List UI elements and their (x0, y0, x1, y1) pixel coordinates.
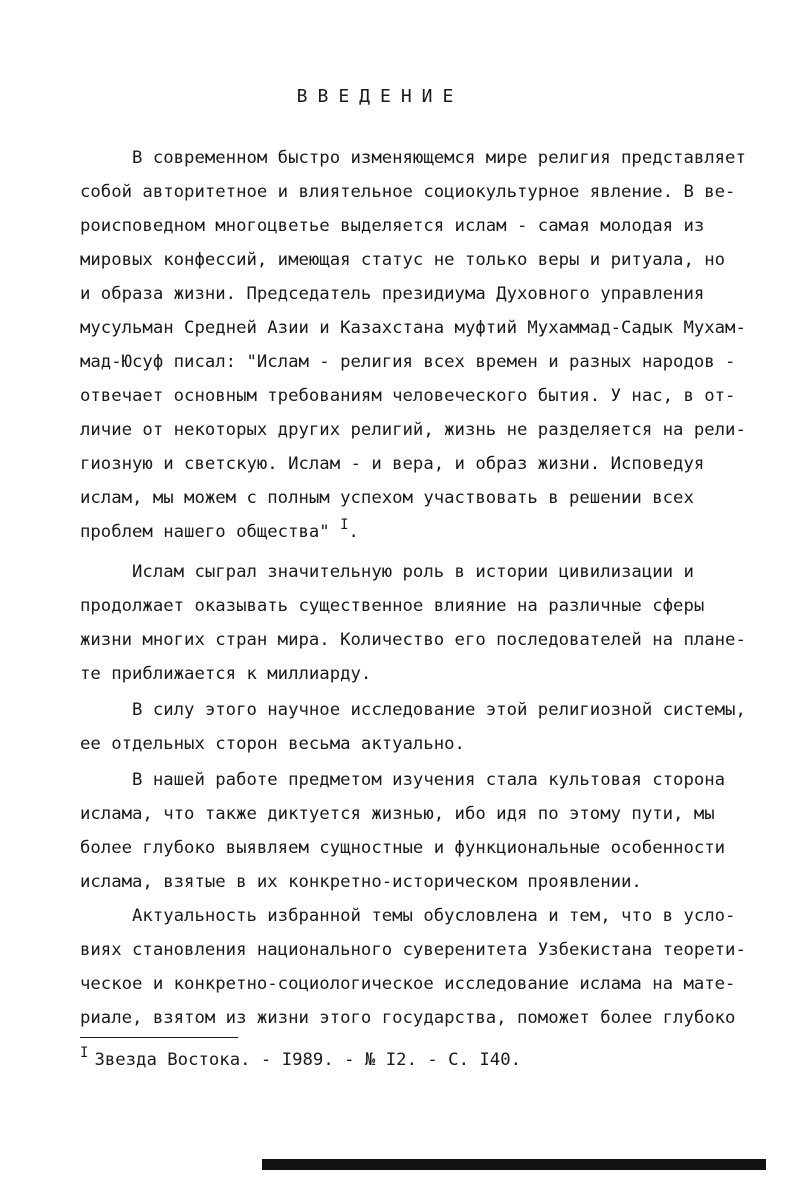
text-line: отвечает основным требованиям человеческого бытия. У нас, в от- (80, 386, 736, 406)
quote-end-text: проблем нашего общества" (80, 522, 341, 542)
text-line-with-footnote (80, 515, 359, 550)
text-line: и образа жизни. Председатель президиума Духовного управления (80, 284, 705, 304)
text-line: Ислам сыграл значительную роль в истории цивилизации и (80, 562, 694, 582)
text-line: роисповедном многоцветье выделяется ислам - самая молодая из (80, 216, 705, 236)
text-line: личие от некоторых других религий, жизнь не разделяется на рели- (80, 420, 746, 440)
text-line: мусульман Средней Азии и Казахстана муфтий Мухаммад-Садык Мухам- (80, 318, 746, 338)
quote-end-period: . (348, 522, 359, 542)
footnote-text: Звезда Востока. - I989. - № I2. - С. I40. (94, 1050, 522, 1070)
text-line: ее отдельных сторон весьма актуально. (80, 734, 465, 754)
text-line: В нашей работе предметом изучения стала культовая сторона (80, 770, 726, 790)
page-title: ВВЕДЕНИЕ (296, 86, 464, 107)
footnote-mark: I (80, 1045, 89, 1061)
text-line: В силу этого научное исследование этой религиозной системы, (80, 700, 746, 720)
text-line: более глубоко выявляем сущностные и функциональные особенности (80, 838, 726, 858)
text-line: мад-Юсуф писал: "Ислам - религия всех времен и разных народов - (80, 352, 736, 372)
text-line: ислам, мы можем с полным успехом участвовать в решении всех (80, 488, 694, 508)
text-line: ческое и конкретно-социологическое исследование ислама на мате- (80, 974, 736, 994)
text-line: риале, взятом из жизни этого государства, поможет более глубоко (80, 1008, 736, 1028)
text-line: гиозную и светскую. Ислам - и вера, и образ жизни. Исповедуя (80, 454, 705, 474)
text-line: Актуальность избранной темы обусловлена и тем, что в усло- (80, 906, 736, 926)
scan-edge-bar (262, 1159, 766, 1170)
text-line: виях становления национального суверенитета Узбекистана теорети- (80, 940, 746, 960)
text-line: мировых конфессий, имеющая статус не только веры и ритуала, но (80, 250, 726, 270)
footnote (80, 1043, 521, 1078)
text-line: ислама, что также диктуется жизнью, ибо идя по этому пути, мы (80, 804, 715, 824)
text-line: продолжает оказывать существенное влияние на различные сферы (80, 596, 705, 616)
text-line: собой авторитетное и влиятельное социокультурное явление. В ве- (80, 182, 736, 202)
text-line: те приближается к миллиарду. (80, 664, 372, 684)
footnote-separator (80, 1037, 238, 1038)
text-line: В современном быстро изменяющемся мире религия представляет (80, 148, 746, 168)
text-line: жизни многих стран мира. Количество его последователей на плане- (80, 630, 746, 650)
text-line: ислама, взятые в их конкретно-историческом проявлении. (80, 872, 642, 892)
footnote-reference-mark: I (340, 517, 349, 533)
